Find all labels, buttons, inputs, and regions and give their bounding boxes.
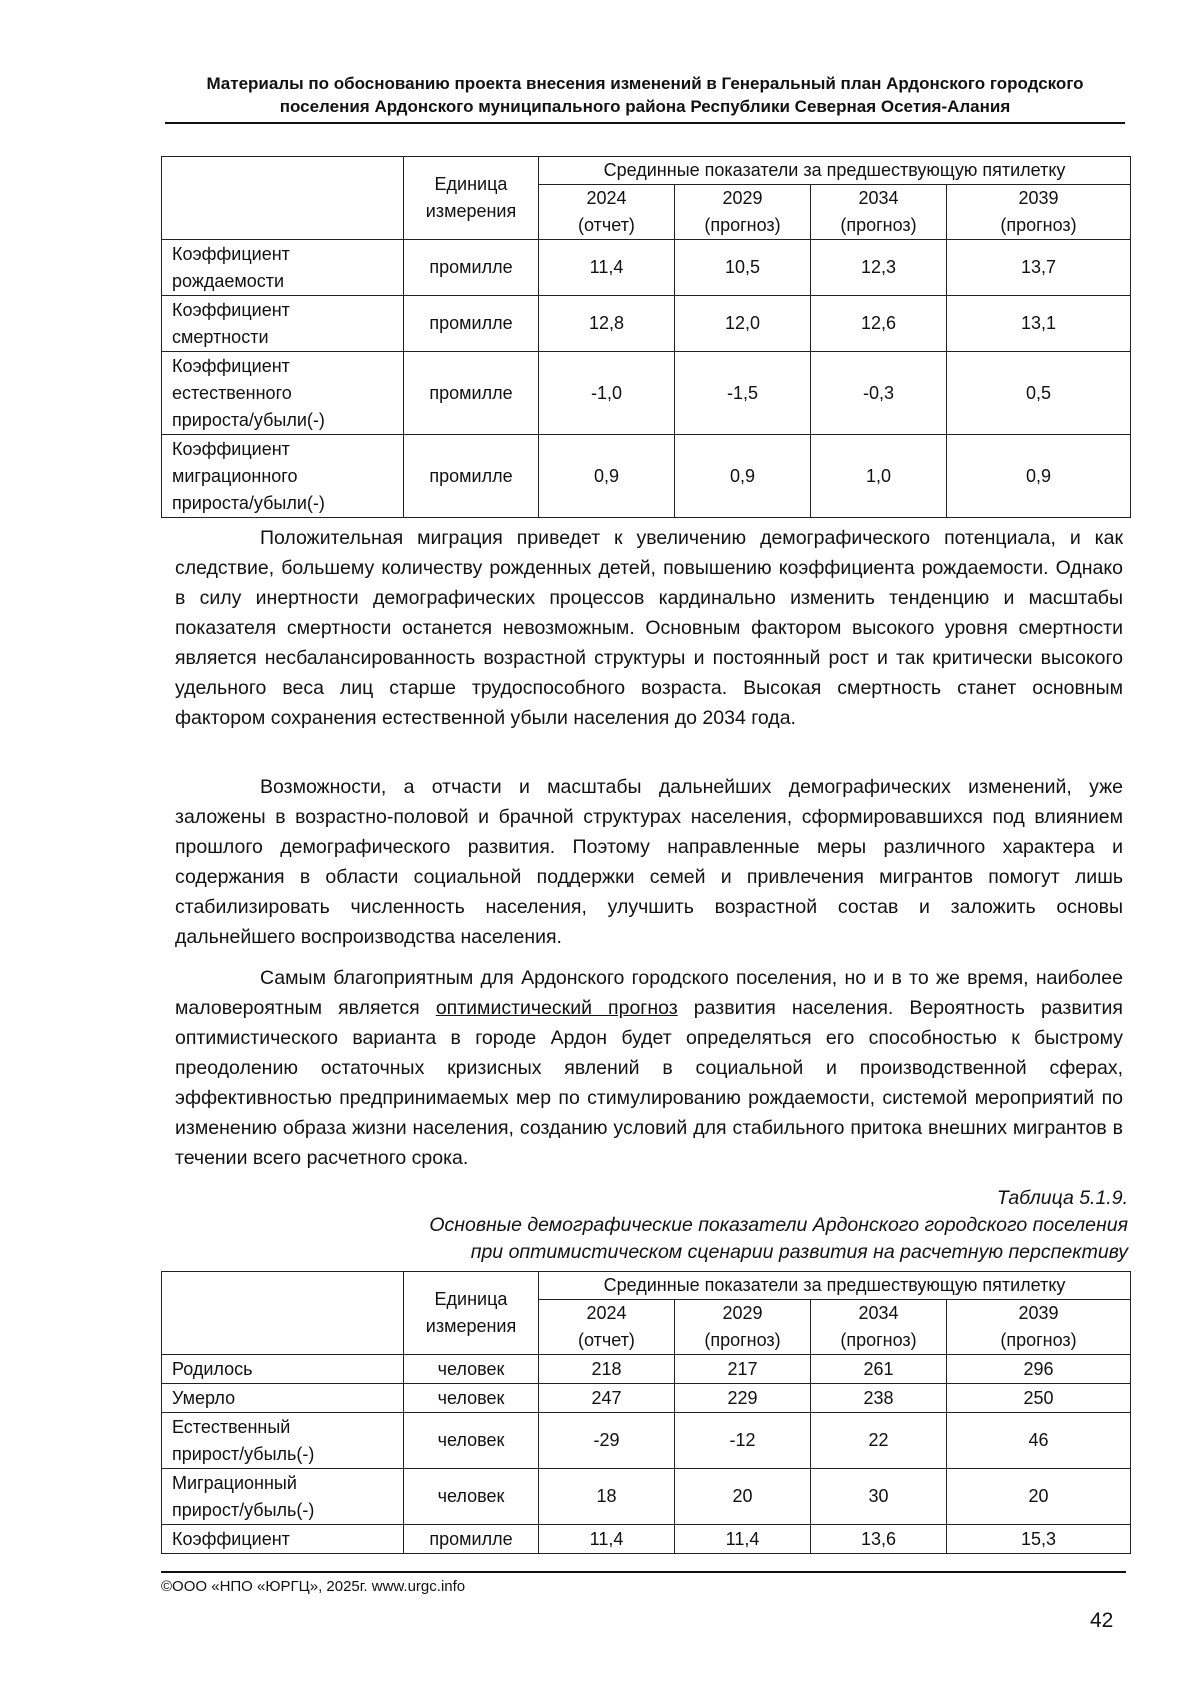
- table-header-year: 2034 (прогноз): [811, 1300, 947, 1355]
- table-row: [162, 1469, 1131, 1525]
- row-value: 20: [675, 1469, 811, 1525]
- row-value: 0,9: [675, 435, 811, 518]
- row-value: 11,4: [539, 240, 675, 296]
- row-value: -0,3: [811, 352, 947, 435]
- table-row: [162, 1355, 1131, 1384]
- row-unit: промилле: [404, 1525, 539, 1554]
- row-label: Коэффициент смертности: [162, 296, 404, 352]
- table-header-group: Срединные показатели за предшествующую пятилетку: [539, 157, 1131, 185]
- row-unit: человек: [404, 1469, 539, 1525]
- table-caption: [228, 1185, 1128, 1266]
- row-value: 46: [947, 1413, 1131, 1469]
- row-value: 12,0: [675, 296, 811, 352]
- footer-copyright: ©ООО «НПО «ЮРГЦ», 2025г. www.urgc.info: [161, 1578, 466, 1595]
- row-value: 22: [811, 1413, 947, 1469]
- optimistic-forecast-term: оптимистический прогноз: [435, 997, 678, 1019]
- optimistic-scenario-table: [161, 1271, 1131, 1554]
- header-line-1: Материалы по обоснованию проекта внесения изменений в Генеральный план Ардонского городского: [206, 74, 1084, 93]
- row-label: Коэффициент миграционного прироста/убыли(-): [162, 435, 404, 518]
- table-header-group: Срединные показатели за предшествующую пятилетку: [539, 1272, 1131, 1300]
- row-value: 13,6: [811, 1525, 947, 1554]
- document-header: [165, 72, 1125, 118]
- paragraph-1: Положительная миграция приведет к увеличению демографического потенциала, и как следствие, большему количеству рожденных детей, повышению коэффициента рождаемости. Однако в силу инертности демографических процессов кардинально изменить тенденцию и масштабы показателя смертности останется невозможным. Основным фактором высокого уровня смертности является несбалансированность возрастной структуры и постоянный рост и так критически высокого удельного веса лиц старше трудоспособного возраста. Высокая смертность станет основным фактором сохранения естественной убыли населения до 2034 года.: [175, 527, 1123, 729]
- row-label: Миграционный прирост/убыль(-): [162, 1469, 404, 1525]
- row-value: 1,0: [811, 435, 947, 518]
- row-label: Естественный прирост/убыль(-): [162, 1413, 404, 1469]
- paragraph-3: Самым благоприятным для Ардонского городского поселения, но и в то же время, наиболее маловероятным является оптимистический прогноз развития населения. Вероятность развития оптимистического варианта в городе Ардон будет определяться его способностью к быстрому преодолению остаточных кризисных явлений в социальной и производственной сферах, эффективностью предпринимаемых мер по стимулированию рождаемости, системой мероприятий по изменению образа жизни населения, созданию условий для стабильного притока внешних мигрантов в течении всего расчетного срока.: [175, 967, 1123, 1169]
- header-divider: [165, 122, 1125, 124]
- table-row: [162, 435, 1131, 518]
- row-unit: человек: [404, 1413, 539, 1469]
- table-header-year: 2024 (отчет): [539, 1300, 675, 1355]
- row-label: Коэффициент рождаемости: [162, 240, 404, 296]
- table-header-year: 2029 (прогноз): [675, 185, 811, 240]
- row-label: Коэффициент естественного прироста/убыли(-): [162, 352, 404, 435]
- table-header-year: 2024 (отчет): [539, 185, 675, 240]
- row-value: 10,5: [675, 240, 811, 296]
- row-value: 247: [539, 1384, 675, 1413]
- row-value: 261: [811, 1355, 947, 1384]
- table-header-year: 2034 (прогноз): [811, 185, 947, 240]
- row-value: 15,3: [947, 1525, 1131, 1554]
- table-header-empty: [162, 1272, 404, 1355]
- table-number: Таблица 5.1.9.: [996, 1187, 1128, 1209]
- row-unit: промилле: [404, 240, 539, 296]
- row-value: 30: [811, 1469, 947, 1525]
- row-value: -1,0: [539, 352, 675, 435]
- row-value: 296: [947, 1355, 1131, 1384]
- row-unit: человек: [404, 1384, 539, 1413]
- paragraph-2: Возможности, а отчасти и масштабы дальнейших демографических изменений, уже заложены в возрастно-половой и брачной структурах населения, сформировавшихся под влиянием прошлого демографического развития. Поэтому направленные меры различного характера и содержания в области социальной поддержки семей и привлечения мигрантов помогут лишь стабилизировать численность населения, улучшить возрастной состав и заложить основы дальнейшего воспроизводства населения.: [175, 776, 1123, 948]
- page-number: 42: [1090, 1609, 1114, 1632]
- header-line-2: поселения Ардонского муниципального района Республики Северная Осетия-Алания: [279, 97, 1011, 116]
- table-row: [162, 352, 1131, 435]
- row-value: -29: [539, 1413, 675, 1469]
- row-label: Родилось: [162, 1355, 404, 1384]
- table-row: [162, 296, 1131, 352]
- table-header-year: 2039 (прогноз): [947, 1300, 1131, 1355]
- row-value: 13,1: [947, 296, 1131, 352]
- row-value: 20: [947, 1469, 1131, 1525]
- row-value: 218: [539, 1355, 675, 1384]
- row-value: 250: [947, 1384, 1131, 1413]
- row-label: Коэффициент: [162, 1525, 404, 1554]
- table-header-unit: Единица измерения: [404, 157, 539, 240]
- table-header-empty: [162, 157, 404, 240]
- row-unit: промилле: [404, 352, 539, 435]
- row-value: 0,9: [947, 435, 1131, 518]
- row-value: 12,6: [811, 296, 947, 352]
- table-row: [162, 1384, 1131, 1413]
- row-value: 0,9: [539, 435, 675, 518]
- row-value: 11,4: [675, 1525, 811, 1554]
- row-unit: промилле: [404, 296, 539, 352]
- row-unit: человек: [404, 1355, 539, 1384]
- row-value: 13,7: [947, 240, 1131, 296]
- table-header-unit: Единица измерения: [404, 1272, 539, 1355]
- row-value: 229: [675, 1384, 811, 1413]
- table-header-year: 2029 (прогноз): [675, 1300, 811, 1355]
- row-value: 18: [539, 1469, 675, 1525]
- row-label: Умерло: [162, 1384, 404, 1413]
- table-title-line-2: при оптимистическом сценарии развития на расчетную перспективу: [470, 1241, 1128, 1263]
- row-value: 11,4: [539, 1525, 675, 1554]
- row-value: 217: [675, 1355, 811, 1384]
- row-value: 0,5: [947, 352, 1131, 435]
- row-value: 12,8: [539, 296, 675, 352]
- row-unit: промилле: [404, 435, 539, 518]
- row-value: -12: [675, 1413, 811, 1469]
- footer-divider: [161, 1571, 1126, 1573]
- birth-death-rates-table: [161, 156, 1131, 518]
- table-title-line-1: Основные демографические показатели Ардонского городского поселения: [429, 1214, 1128, 1236]
- row-value: -1,5: [675, 352, 811, 435]
- table-header-year: 2039 (прогноз): [947, 185, 1131, 240]
- table-row: [162, 1525, 1131, 1554]
- table-row: [162, 1413, 1131, 1469]
- row-value: 12,3: [811, 240, 947, 296]
- row-value: 238: [811, 1384, 947, 1413]
- table-row: [162, 240, 1131, 296]
